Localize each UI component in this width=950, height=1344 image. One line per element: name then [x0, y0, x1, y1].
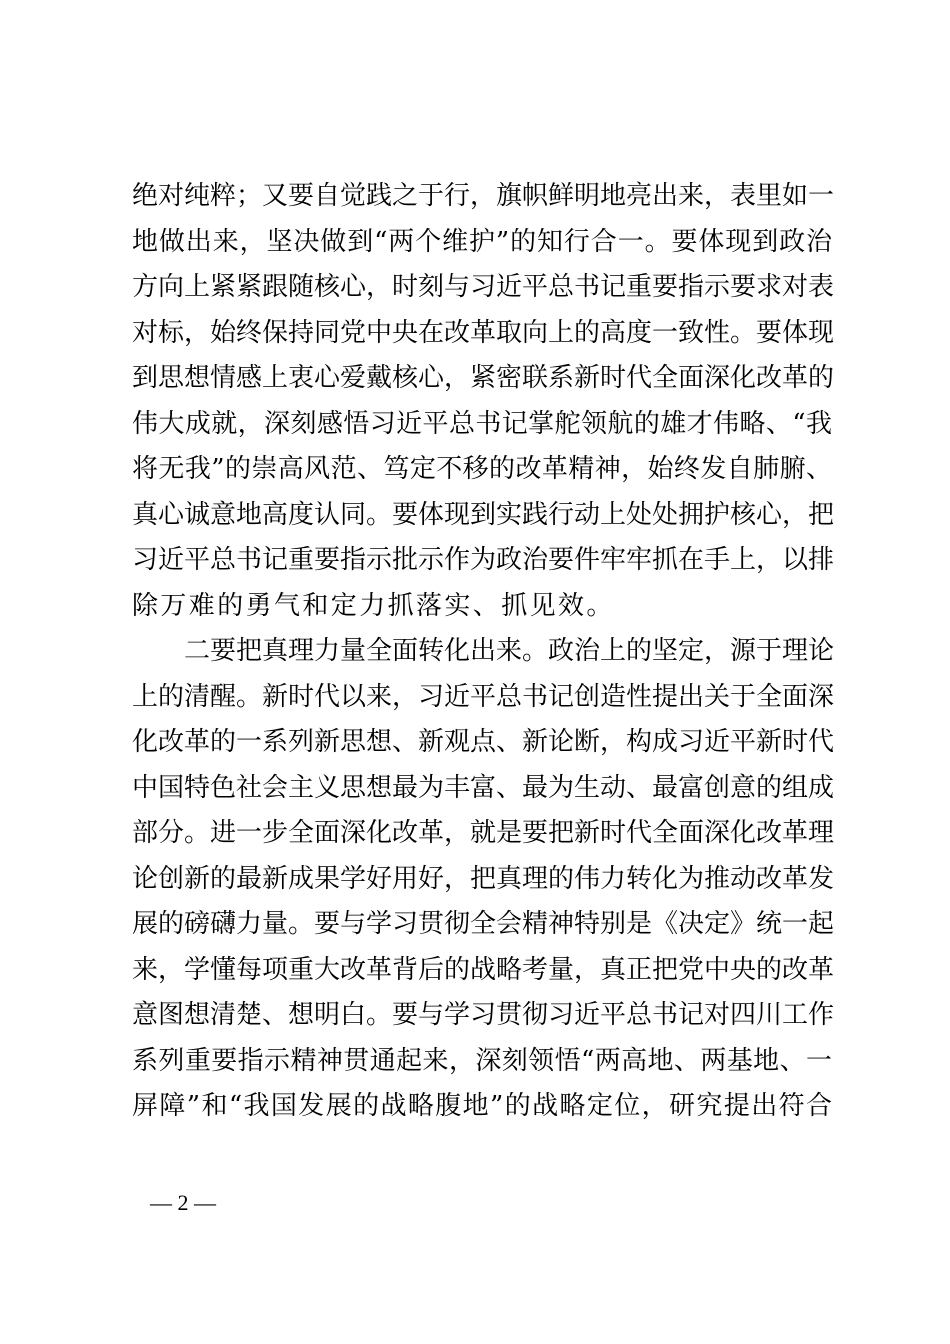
text-line: 部分。进一步全面深化改革，就是要把新时代全面深化改革理 — [132, 818, 835, 848]
text-line: 将无我”的崇高风范、笃定不移的改革精神，始终发自肺腑、 — [132, 454, 832, 484]
text-line: 地做出来，坚决做到“两个维护”的知行合一。要体现到政治 — [132, 226, 832, 257]
text-line: 绝对纯粹；又要自觉践之于行，旗帜鲜明地亮出来，表里如一 — [132, 181, 835, 211]
text-line: 伟大成就，深刻感悟习近平总书记掌舵领航的雄才伟略、“我 — [132, 408, 832, 439]
text-line: 方向上紧紧跟随核心，时刻与习近平总书记重要指示要求对表 — [132, 272, 835, 302]
text-line-paragraph-start: 二要把真理力量全面转化出来。政治上的坚定，源于理论 — [132, 636, 835, 666]
text-line: 到思想情感上衷心爱戴核心，紧密联系新时代全面深化改革的 — [132, 363, 835, 393]
text-line: 意图想清楚、想明白。要与学习贯彻习近平总书记对四川工作 — [132, 1000, 835, 1030]
text-line-paragraph-end: 除万难的勇气和定力抓落实、抓见效。 — [132, 590, 615, 621]
text-line: 化改革的一系列新思想、新观点、新论断，构成习近平新时代 — [132, 727, 835, 757]
page-number: — 2 — — [150, 1190, 216, 1215]
text-line: 真心诚意地高度认同。要体现到实践行动上处处拥护核心，把 — [132, 499, 835, 530]
text-line: 系列重要指示精神贯通起来，深刻领悟“两高地、两基地、一 — [132, 1045, 832, 1076]
body-text — [132, 174, 835, 1130]
text-line: 论创新的最新成果学好用好，把真理的伟力转化为推动改革发 — [132, 863, 835, 894]
text-line: 屏障”和“我国发展的战略腹地”的战略定位，研究提出符合 — [132, 1091, 832, 1121]
text-line: 来，学懂每项重大改革背后的战略考量，真正把党中央的改革 — [132, 954, 835, 985]
text-line: 展的磅礴力量。要与学习贯彻全会精神特别是《决定》统一起 — [132, 909, 835, 939]
text-line: 习近平总书记重要指示批示作为政治要件牢牢抓在手上，以排 — [132, 545, 835, 575]
text-line: 对标，始终保持同党中央在改革取向上的高度一致性。要体现 — [132, 317, 835, 348]
text-line: 上的清醒。新时代以来，习近平总书记创造性提出关于全面深 — [132, 681, 835, 712]
text-line: 中国特色社会主义思想最为丰富、最为生动、最富创意的组成 — [132, 772, 835, 803]
